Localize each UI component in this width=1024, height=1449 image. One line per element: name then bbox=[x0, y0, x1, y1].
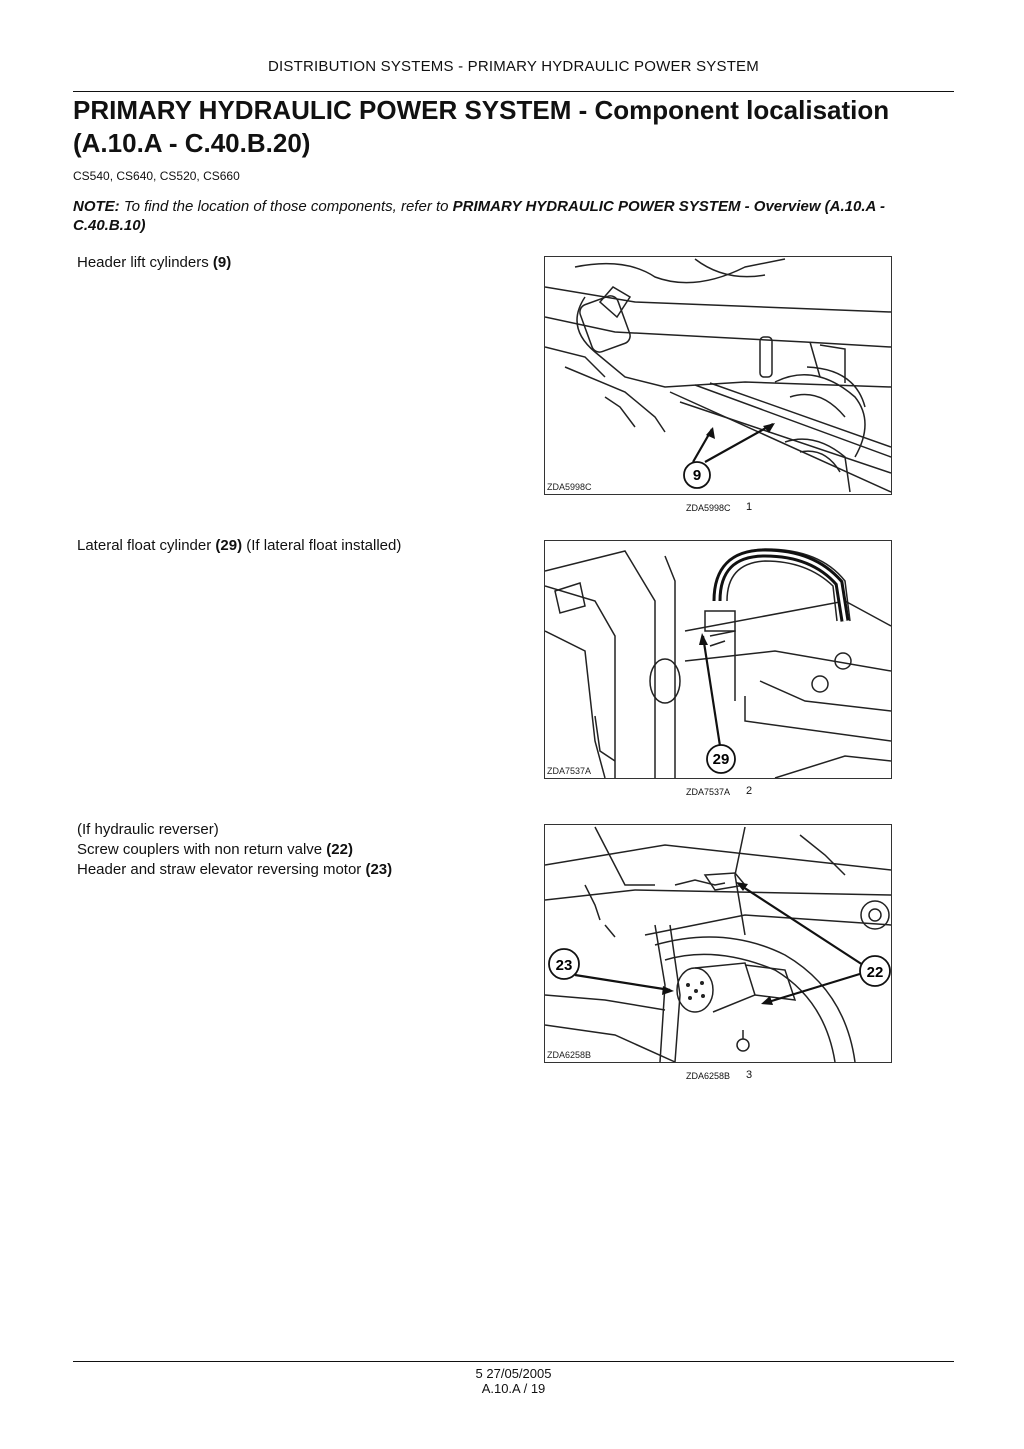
figure-2-caption bbox=[686, 785, 753, 797]
page-title bbox=[73, 94, 953, 160]
title-line-1: PRIMARY HYDRAULIC POWER SYSTEM - Component localisation bbox=[73, 95, 890, 125]
item-3-description bbox=[77, 820, 517, 880]
figure-1-caption-code: ZDA5998C bbox=[686, 503, 731, 513]
figure-3-caption bbox=[686, 1069, 753, 1081]
item-1-line: Header lift cylinders (9) bbox=[77, 254, 232, 271]
footer-rule bbox=[73, 1361, 954, 1362]
note-reference[interactable]: PRIMARY HYDRAULIC POWER SYSTEM - Overview (A.10.A - C.40.B.10) bbox=[73, 198, 885, 234]
running-header: DISTRIBUTION SYSTEMS - PRIMARY HYDRAULIC POWER SYSTEM bbox=[268, 58, 759, 75]
item-3-ref-22: (22) bbox=[326, 841, 353, 858]
footer-page-number: A.10.A / 19 bbox=[481, 1381, 546, 1396]
figure-reverser-components bbox=[544, 824, 892, 1063]
figure-2-caption-code: ZDA7537A bbox=[686, 787, 731, 797]
note-label: NOTE: bbox=[73, 198, 120, 215]
title-line-2: (A.10.A - C.40.B.20) bbox=[73, 128, 311, 158]
item-2-line: Lateral float cylinder (29) (If lateral float installed) bbox=[77, 537, 402, 554]
callout-23: 23 bbox=[555, 957, 573, 974]
figure-1-code: ZDA5998C bbox=[547, 482, 592, 492]
item-3-line-2: Screw couplers with non return valve (22) bbox=[77, 841, 353, 858]
figure-1-caption bbox=[686, 501, 753, 513]
item-1-ref: (9) bbox=[212, 254, 232, 271]
page-footer bbox=[73, 1366, 954, 1396]
item-3-line-1: (If hydraulic reverser) bbox=[77, 821, 219, 838]
item-3-ref-23: (23) bbox=[365, 861, 393, 878]
item-3-line-3: Header and straw elevator reversing motor (23) bbox=[77, 861, 393, 878]
figure-3-code: ZDA6258B bbox=[547, 1050, 592, 1060]
footer-date: 5 27/05/2005 bbox=[475, 1366, 552, 1381]
callout-29: 29 bbox=[712, 751, 730, 768]
note-text: To find the location of those components, refer to bbox=[119, 198, 453, 215]
figure-1-drawing bbox=[545, 257, 891, 494]
figure-2-drawing bbox=[545, 541, 891, 778]
figure-1-number: 1 bbox=[746, 501, 753, 513]
callout-22: 22 bbox=[866, 964, 884, 981]
header-rule bbox=[73, 91, 954, 92]
figure-3-caption-code: ZDA6258B bbox=[686, 1071, 731, 1081]
figure-header-lift-cylinders bbox=[544, 256, 892, 495]
figure-3-number: 3 bbox=[746, 1069, 753, 1081]
figure-3-drawing bbox=[545, 825, 891, 1062]
item-2-description bbox=[77, 536, 517, 556]
item-2-ref: (29) bbox=[215, 537, 243, 554]
model-list: CS540, CS640, CS520, CS660 bbox=[73, 169, 240, 183]
item-1-description bbox=[77, 253, 517, 273]
figure-2-code: ZDA7537A bbox=[547, 766, 592, 776]
figure-2-number: 2 bbox=[746, 785, 753, 797]
figure-lateral-float-cylinder bbox=[544, 540, 892, 779]
note bbox=[73, 197, 953, 235]
callout-9: 9 bbox=[692, 467, 702, 484]
